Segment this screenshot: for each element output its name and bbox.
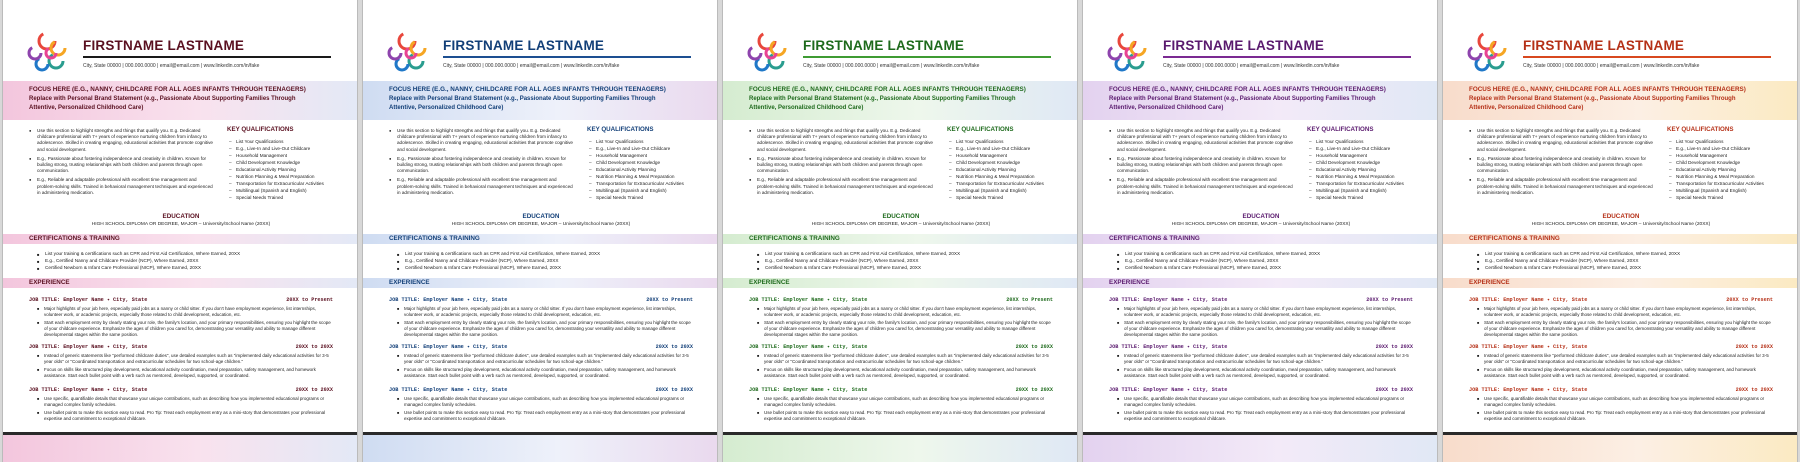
certifications-title: CERTIFICATIONS & TRAINING: [749, 235, 840, 242]
qualification-item: – Educational Activity Planning: [589, 166, 684, 173]
job-header: [1469, 297, 1773, 303]
summary-list: [1469, 128, 1655, 199]
job-bullets: [1109, 353, 1413, 379]
job-header: [749, 344, 1053, 350]
job-title: JOB TITLE: Employer Name ✦ City, State: [1469, 387, 1588, 393]
job-bullet: ■ Use specific, quantifiable details that showcase your unique contributions, such as describing how you implemented educational programs or managed complex family schedules.: [397, 396, 693, 408]
job-bullet: ■ Focus on skills like structured play development, educational activity coordination, meal preparation, safety management, and homework assistance. Start each bullet point with a verb such as mentored, developed, supported, or coordinated.: [1117, 367, 1413, 379]
job-bullets: [29, 353, 333, 379]
resume-name: FIRSTNAME LASTNAME: [803, 38, 965, 53]
job-dates: 20XX to Present: [286, 297, 333, 303]
job-bullets: [29, 306, 333, 338]
qualification-item: – Multilingual (Spanish and English): [589, 187, 684, 194]
qualification-item: – Child Development Knowledge: [589, 159, 684, 166]
key-qualifications-list: [589, 138, 684, 201]
footer-band: [363, 435, 718, 462]
contact-line: City, State 00000 | 000.000.0000 | email@email.com | www.linkedin.com/in/fake: [803, 63, 980, 69]
swirl-logo-icon: [1465, 30, 1509, 74]
certifications-list: [1117, 250, 1320, 271]
swirl-logo-icon: [1105, 30, 1149, 74]
qualification-item: – Special Needs Trained: [1669, 194, 1764, 201]
summary-list: [29, 128, 215, 199]
job-entry: [749, 297, 1053, 340]
job-dates: 20XX to Present: [1006, 297, 1053, 303]
qualification-item: – List Your Qualifications: [1669, 138, 1764, 145]
job-dates: 20XX to 20XX: [1735, 344, 1773, 350]
logo-swirl: [1469, 47, 1481, 59]
qualification-item: – List Your Qualifications: [949, 138, 1044, 145]
logo-swirl: [29, 47, 41, 59]
qualification-item: – Nutrition Planning & Meal Preparation: [1669, 173, 1764, 180]
job-bullet: ■ Use bullet points to make this section easy to read. Pro Tip: Treat each employment entry as a mini-story that demonstrates your professional expertise and commitment to exceptional childcare.: [1477, 410, 1773, 422]
job-entry: [1109, 387, 1413, 424]
job-bullet: ■ Focus on skills like structured play development, educational activity coordination, meal preparation, safety management, and homework assistance. Start each bullet point with a verb such as mentored, developed, supported, or coordinated.: [757, 367, 1053, 379]
job-entry: [389, 297, 693, 340]
job-bullets: [1469, 353, 1773, 379]
job-header: [29, 344, 333, 350]
certifications-list: [1477, 250, 1680, 271]
job-bullets: [389, 306, 693, 338]
education-title: EDUCATION: [1602, 213, 1640, 220]
job-bullet: ■ Start each employment entry by clearly stating your role, the family's location, and your primary responsibilities, ensuring you highlight the scope of your childcare experience. Emphasize the ages of children you cared for, demonstrating your versatility and ability to manage different developmental stages within the same position.: [37, 320, 333, 338]
resume-page: [2, 0, 358, 462]
focus-title: FOCUS HERE (E.G., NANNY, CHILDCARE FOR ALL AGES INFANTS THROUGH TEENAGERS): [1109, 86, 1386, 93]
experience-title: EXPERIENCE: [1469, 279, 1510, 286]
summary-item: ● Use this section to highlight strengths and things that qualify you. E.g. Dedicated childcare professional with 7+ years of experience nurturing children from infancy to adolescence. Skilled in creating engaging, educational activities that promote cognitive and social development.: [1109, 128, 1295, 153]
footer-band: [1443, 435, 1798, 462]
job-title: JOB TITLE: Employer Name ✦ City, State: [1469, 344, 1588, 350]
job-dates: 20XX to 20XX: [1015, 344, 1053, 350]
job-entry: [29, 344, 333, 381]
qualification-item: – Multilingual (Spanish and English): [1669, 187, 1764, 194]
job-bullet: ■ Major highlights of your job here, especially paid jobs as a nanny or child sitter. If you don't have employment experience, list internships, volunteer work, or academic projects, especially those related to child development, education, etc.: [1117, 306, 1413, 318]
job-header: [749, 297, 1053, 303]
certifications-title: CERTIFICATIONS & TRAINING: [389, 235, 480, 242]
job-bullet: ■ Instead of generic statements like "performed childcare duties", use detailed examples such as "implemented daily educational activities for 3-5 year olds" or "Coordinated transportation and extracurricular schedules for two school-age children.": [37, 353, 333, 365]
key-qualifications-title: KEY QUALIFICATIONS: [1307, 126, 1374, 133]
qualification-item: – Household Management: [589, 152, 684, 159]
resume-name: FIRSTNAME LASTNAME: [1523, 38, 1685, 53]
education-title: EDUCATION: [522, 213, 560, 220]
qualification-item: – E.g., Live-In and Live-Out Childcare: [1669, 145, 1764, 152]
job-dates: 20XX to 20XX: [1015, 387, 1053, 393]
job-bullets: [749, 396, 1053, 422]
certification-item: ■ Certified Newborn & Infant Care Professional (NICP), Where Earned, 20XX: [757, 264, 960, 271]
qualification-item: – Household Management: [1309, 152, 1404, 159]
key-qualifications-list: [1669, 138, 1764, 201]
qualification-item: – Special Needs Trained: [589, 194, 684, 201]
qualification-item: – Transportation for Extracurricular Activities: [1309, 180, 1404, 187]
qualification-item: – Household Management: [949, 152, 1044, 159]
job-entry: [389, 344, 693, 381]
summary-item: ● E.g., Passionate about fostering independence and creativity in children. Known for building strong, trusting relationships with both children and parents through open communication.: [1109, 156, 1295, 175]
certification-item: ■ List your training & certifications such as CPR and First Aid Certification, Where Earned, 20XX: [37, 250, 240, 257]
job-title: JOB TITLE: Employer Name ✦ City, State: [29, 387, 148, 393]
logo-swirl: [749, 47, 761, 59]
job-bullet: ■ Instead of generic statements like "performed childcare duties", use detailed examples such as "implemented daily educational activities for 3-5 year olds" or "Coordinated transportation and extracurricular schedules for two school-age children.": [1477, 353, 1773, 365]
footer-band: [1083, 435, 1438, 462]
job-bullet: ■ Focus on skills like structured play development, educational activity coordination, meal preparation, safety management, and homework assistance. Start each bullet point with a verb such as mentored, developed, supported, or coordinated.: [37, 367, 333, 379]
job-header: [389, 297, 693, 303]
contact-line: City, State 00000 | 000.000.0000 | email@email.com | www.linkedin.com/in/fake: [83, 63, 260, 69]
job-bullets: [1469, 306, 1773, 338]
job-dates: 20XX to 20XX: [1735, 387, 1773, 393]
job-bullet: ■ Use bullet points to make this section easy to read. Pro Tip: Treat each employment entry as a mini-story that demonstrates your professional expertise and commitment to exceptional childcare.: [397, 410, 693, 422]
job-dates: 20XX to 20XX: [295, 344, 333, 350]
job-dates: 20XX to Present: [1726, 297, 1773, 303]
qualification-item: – Household Management: [1669, 152, 1764, 159]
job-header: [389, 344, 693, 350]
certification-item: ■ E.g., Certified Nanny and Childcare Provider (NCP), Where Earned, 20XX: [397, 257, 600, 264]
job-bullet: ■ Use bullet points to make this section easy to read. Pro Tip: Treat each employment entry as a mini-story that demonstrates your professional expertise and commitment to exceptional childcare.: [1117, 410, 1413, 422]
qualification-item: – Child Development Knowledge: [1309, 159, 1404, 166]
experience-title: EXPERIENCE: [749, 279, 790, 286]
contact-line: City, State 00000 | 000.000.0000 | email@email.com | www.linkedin.com/in/fake: [1523, 63, 1700, 69]
job-header: [1109, 297, 1413, 303]
job-bullet: ■ Use bullet points to make this section easy to read. Pro Tip: Treat each employment entry as a mini-story that demonstrates your professional expertise and commitment to exceptional childcare.: [757, 410, 1053, 422]
certification-item: ■ E.g., Certified Nanny and Childcare Provider (NCP), Where Earned, 20XX: [1477, 257, 1680, 264]
qualification-item: – E.g., Live-In and Live-Out Childcare: [589, 145, 684, 152]
job-title: JOB TITLE: Employer Name ✦ City, State: [1109, 297, 1228, 303]
certification-item: ■ Certified Newborn & Infant Care Professional (NICP), Where Earned, 20XX: [37, 264, 240, 271]
job-header: [389, 387, 693, 393]
job-header: [1109, 344, 1413, 350]
summary-list: [749, 128, 935, 199]
key-qualifications-title: KEY QUALIFICATIONS: [1667, 126, 1734, 133]
resume-name: FIRSTNAME LASTNAME: [1163, 38, 1325, 53]
summary-item: ● E.g., Reliable and adaptable professional with excellent time management and problem-solving skills. Trained in behavioral management techniques and experienced in administering medication.: [29, 177, 215, 196]
resume-page: [1442, 0, 1798, 462]
qualification-item: – Nutrition Planning & Meal Preparation: [229, 173, 324, 180]
job-entry: [1109, 297, 1413, 340]
summary-item: ● E.g., Reliable and adaptable professional with excellent time management and problem-solving skills. Trained in behavioral management techniques and experienced in administering medication.: [389, 177, 575, 196]
brand-statement: Replace with Personal Brand Statement (e.g., Passionate About Supporting Families Through Attentive, Personalized Childhood Care): [1469, 96, 1736, 111]
education-line: HIGH SCHOOL DIPLOMA OR DEGREE, MAJOR – University/School Name (20XX): [1531, 222, 1711, 227]
job-entry: [749, 344, 1053, 381]
certifications-list: [757, 250, 960, 271]
qualification-item: – Multilingual (Spanish and English): [1309, 187, 1404, 194]
qualification-item: – Child Development Knowledge: [1669, 159, 1764, 166]
qualification-item: – Multilingual (Spanish and English): [229, 187, 324, 194]
qualification-item: – Educational Activity Planning: [229, 166, 324, 173]
certifications-list: [397, 250, 600, 271]
job-bullets: [389, 396, 693, 422]
job-dates: 20XX to 20XX: [295, 387, 333, 393]
certification-item: ■ Certified Newborn & Infant Care Professional (NICP), Where Earned, 20XX: [397, 264, 600, 271]
summary-list: [389, 128, 575, 199]
logo-swirl: [389, 47, 401, 59]
focus-title: FOCUS HERE (E.G., NANNY, CHILDCARE FOR ALL AGES INFANTS THROUGH TEENAGERS): [749, 86, 1026, 93]
job-title: JOB TITLE: Employer Name ✦ City, State: [1109, 387, 1228, 393]
job-title: JOB TITLE: Employer Name ✦ City, State: [29, 297, 148, 303]
job-title: JOB TITLE: Employer Name ✦ City, State: [389, 387, 508, 393]
job-bullet: ■ Start each employment entry by clearly stating your role, the family's location, and your primary responsibilities, ensuring you highlight the scope of your childcare experience. Emphasize the ages of children you cared for, demonstrating your versatility and ability to manage different developmental stages within the same position.: [397, 320, 693, 338]
job-bullet: ■ Instead of generic statements like "performed childcare duties", use detailed examples such as "implemented daily educational activities for 3-5 year olds" or "Coordinated transportation and extracurricular schedules for two school-age children.": [397, 353, 693, 365]
certifications-title: CERTIFICATIONS & TRAINING: [1469, 235, 1560, 242]
job-header: [749, 387, 1053, 393]
experience-title: EXPERIENCE: [1109, 279, 1150, 286]
certifications-title: CERTIFICATIONS & TRAINING: [29, 235, 120, 242]
job-entry: [1469, 387, 1773, 424]
qualification-item: – Nutrition Planning & Meal Preparation: [1309, 173, 1404, 180]
summary-item: ● E.g., Passionate about fostering independence and creativity in children. Known for building strong, trusting relationships with both children and parents through open communication.: [29, 156, 215, 175]
job-bullet: ■ Start each employment entry by clearly stating your role, the family's location, and your primary responsibilities, ensuring you highlight the scope of your childcare experience. Emphasize the ages of children you cared for, demonstrating your versatility and ability to manage different developmental stages within the same position.: [1477, 320, 1773, 338]
job-bullet: ■ Major highlights of your job here, especially paid jobs as a nanny or child sitter. If you don't have employment experience, list internships, volunteer work, or academic projects, especially those related to child development, education, etc.: [37, 306, 333, 318]
name-underline: [1163, 56, 1411, 58]
footer-band: [3, 435, 358, 462]
summary-item: ● E.g., Reliable and adaptable professional with excellent time management and problem-solving skills. Trained in behavioral management techniques and experienced in administering medication.: [1469, 177, 1655, 196]
resume-name: FIRSTNAME LASTNAME: [443, 38, 605, 53]
resume-page: [362, 0, 718, 462]
education-line: HIGH SCHOOL DIPLOMA OR DEGREE, MAJOR – University/School Name (20XX): [451, 222, 631, 227]
qualification-item: – Special Needs Trained: [1309, 194, 1404, 201]
focus-title: FOCUS HERE (E.G., NANNY, CHILDCARE FOR ALL AGES INFANTS THROUGH TEENAGERS): [1469, 86, 1746, 93]
summary-item: ● E.g., Passionate about fostering independence and creativity in children. Known for building strong, trusting relationships with both children and parents through open communication.: [1469, 156, 1655, 175]
name-underline: [443, 56, 691, 58]
education-title: EDUCATION: [162, 213, 200, 220]
name-underline: [1523, 56, 1771, 58]
job-entry: [1109, 344, 1413, 381]
qualification-item: – Transportation for Extracurricular Activities: [949, 180, 1044, 187]
footer-band: [723, 435, 1078, 462]
certification-item: ■ List your training & certifications such as CPR and First Aid Certification, Where Earned, 20XX: [1117, 250, 1320, 257]
name-underline: [803, 56, 1051, 58]
resume-name: FIRSTNAME LASTNAME: [83, 38, 245, 53]
qualification-item: – Nutrition Planning & Meal Preparation: [949, 173, 1044, 180]
job-bullets: [1109, 396, 1413, 422]
job-bullet: ■ Use specific, quantifiable details that showcase your unique contributions, such as describing how you implemented educational programs or managed complex family schedules.: [757, 396, 1053, 408]
qualification-item: – E.g., Live-In and Live-Out Childcare: [949, 145, 1044, 152]
qualification-item: – Household Management: [229, 152, 324, 159]
job-bullets: [749, 353, 1053, 379]
summary-item: ● Use this section to highlight strengths and things that qualify you. E.g. Dedicated childcare professional with 7+ years of experience nurturing children from infancy to adolescence. Skilled in creating engaging, educational activities that promote cognitive and social development.: [749, 128, 935, 153]
qualification-item: – Transportation for Extracurricular Activities: [589, 180, 684, 187]
resume-page: [722, 0, 1078, 462]
job-title: JOB TITLE: Employer Name ✦ City, State: [389, 297, 508, 303]
job-header: [1469, 387, 1773, 393]
key-qualifications-title: KEY QUALIFICATIONS: [947, 126, 1014, 133]
qualification-item: – Transportation for Extracurricular Activities: [229, 180, 324, 187]
job-entry: [1469, 297, 1773, 340]
job-title: JOB TITLE: Employer Name ✦ City, State: [1469, 297, 1588, 303]
certification-item: ■ List your training & certifications such as CPR and First Aid Certification, Where Earned, 20XX: [1477, 250, 1680, 257]
job-bullets: [1469, 396, 1773, 422]
certification-item: ■ E.g., Certified Nanny and Childcare Provider (NCP), Where Earned, 20XX: [1117, 257, 1320, 264]
brand-statement: Replace with Personal Brand Statement (e.g., Passionate About Supporting Families Through Attentive, Personalized Childhood Care): [749, 96, 1016, 111]
focus-title: FOCUS HERE (E.G., NANNY, CHILDCARE FOR ALL AGES INFANTS THROUGH TEENAGERS): [389, 86, 666, 93]
qualification-item: – List Your Qualifications: [589, 138, 684, 145]
education-title: EDUCATION: [1242, 213, 1280, 220]
job-bullet: ■ Major highlights of your job here, especially paid jobs as a nanny or child sitter. If you don't have employment experience, list internships, volunteer work, or academic projects, especially those related to child development, education, etc.: [397, 306, 693, 318]
job-entry: [749, 387, 1053, 424]
job-bullets: [749, 306, 1053, 338]
job-bullets: [1109, 306, 1413, 338]
key-qualifications-list: [1309, 138, 1404, 201]
education-title: EDUCATION: [882, 213, 920, 220]
job-bullet: ■ Major highlights of your job here, especially paid jobs as a nanny or child sitter. If you don't have employment experience, list internships, volunteer work, or academic projects, especially those related to child development, education, etc.: [1477, 306, 1773, 318]
qualification-item: – Child Development Knowledge: [229, 159, 324, 166]
qualification-item: – Special Needs Trained: [949, 194, 1044, 201]
job-title: JOB TITLE: Employer Name ✦ City, State: [29, 344, 148, 350]
summary-item: ● Use this section to highlight strengths and things that qualify you. E.g. Dedicated childcare professional with 7+ years of experience nurturing children from infancy to adolescence. Skilled in creating engaging, educational activities that promote cognitive and social development.: [29, 128, 215, 153]
qualification-item: – Special Needs Trained: [229, 194, 324, 201]
job-bullet: ■ Instead of generic statements like "performed childcare duties", use detailed examples such as "implemented daily educational activities for 3-5 year olds" or "Coordinated transportation and extracurricular schedules for two school-age children.": [757, 353, 1053, 365]
swirl-logo-icon: [745, 30, 789, 74]
job-header: [29, 387, 333, 393]
qualification-item: – List Your Qualifications: [1309, 138, 1404, 145]
summary-list: [1109, 128, 1295, 199]
job-bullet: ■ Major highlights of your job here, especially paid jobs as a nanny or child sitter. If you don't have employment experience, list internships, volunteer work, or academic projects, especially those related to child development, education, etc.: [757, 306, 1053, 318]
job-bullets: [29, 396, 333, 422]
qualification-item: – Transportation for Extracurricular Activities: [1669, 180, 1764, 187]
qualification-item: – Educational Activity Planning: [949, 166, 1044, 173]
focus-title: FOCUS HERE (E.G., NANNY, CHILDCARE FOR ALL AGES INFANTS THROUGH TEENAGERS): [29, 86, 306, 93]
experience-title: EXPERIENCE: [29, 279, 70, 286]
job-dates: 20XX to 20XX: [1375, 344, 1413, 350]
certification-item: ■ E.g., Certified Nanny and Childcare Provider (NCP), Where Earned, 20XX: [37, 257, 240, 264]
qualification-item: – E.g., Live-In and Live-Out Childcare: [1309, 145, 1404, 152]
job-bullet: ■ Start each employment entry by clearly stating your role, the family's location, and your primary responsibilities, ensuring you highlight the scope of your childcare experience. Emphasize the ages of children you cared for, demonstrating your versatility and ability to manage different developmental stages within the same position.: [1117, 320, 1413, 338]
job-bullets: [389, 353, 693, 379]
certification-item: ■ List your training & certifications such as CPR and First Aid Certification, Where Earned, 20XX: [757, 250, 960, 257]
certification-item: ■ Certified Newborn & Infant Care Professional (NICP), Where Earned, 20XX: [1117, 264, 1320, 271]
certifications-title: CERTIFICATIONS & TRAINING: [1109, 235, 1200, 242]
education-line: HIGH SCHOOL DIPLOMA OR DEGREE, MAJOR – University/School Name (20XX): [91, 222, 271, 227]
qualification-item: – Nutrition Planning & Meal Preparation: [589, 173, 684, 180]
job-dates: 20XX to 20XX: [655, 387, 693, 393]
job-bullet: ■ Focus on skills like structured play development, educational activity coordination, meal preparation, safety management, and homework assistance. Start each bullet point with a verb such as mentored, developed, supported, or coordinated.: [1477, 367, 1773, 379]
certification-item: ■ List your training & certifications such as CPR and First Aid Certification, Where Earned, 20XX: [397, 250, 600, 257]
job-title: JOB TITLE: Employer Name ✦ City, State: [749, 387, 868, 393]
education-line: HIGH SCHOOL DIPLOMA OR DEGREE, MAJOR – University/School Name (20XX): [1171, 222, 1351, 227]
key-qualifications-title: KEY QUALIFICATIONS: [587, 126, 654, 133]
experience-title: EXPERIENCE: [389, 279, 430, 286]
brand-statement: Replace with Personal Brand Statement (e.g., Passionate About Supporting Families Through Attentive, Personalized Childhood Care): [389, 96, 656, 111]
education-line: HIGH SCHOOL DIPLOMA OR DEGREE, MAJOR – University/School Name (20XX): [811, 222, 991, 227]
qualification-item: – Educational Activity Planning: [1309, 166, 1404, 173]
summary-item: ● Use this section to highlight strengths and things that qualify you. E.g. Dedicated childcare professional with 7+ years of experience nurturing children from infancy to adolescence. Skilled in creating engaging, educational activities that promote cognitive and social development.: [389, 128, 575, 153]
job-title: JOB TITLE: Employer Name ✦ City, State: [1109, 344, 1228, 350]
summary-item: ● E.g., Passionate about fostering independence and creativity in children. Known for building strong, trusting relationships with both children and parents through open communication.: [389, 156, 575, 175]
certifications-list: [37, 250, 240, 271]
certification-item: ■ E.g., Certified Nanny and Childcare Provider (NCP), Where Earned, 20XX: [757, 257, 960, 264]
swirl-logo-icon: [25, 30, 69, 74]
resume-page: [1082, 0, 1438, 462]
job-title: JOB TITLE: Employer Name ✦ City, State: [749, 297, 868, 303]
qualification-item: – List Your Qualifications: [229, 138, 324, 145]
job-header: [1469, 344, 1773, 350]
job-header: [29, 297, 333, 303]
logo-swirl: [1109, 47, 1121, 59]
summary-item: ● E.g., Passionate about fostering independence and creativity in children. Known for building strong, trusting relationships with both children and parents through open communication.: [749, 156, 935, 175]
contact-line: City, State 00000 | 000.000.0000 | email@email.com | www.linkedin.com/in/fake: [443, 63, 620, 69]
job-bullet: ■ Focus on skills like structured play development, educational activity coordination, meal preparation, safety management, and homework assistance. Start each bullet point with a verb such as mentored, developed, supported, or coordinated.: [397, 367, 693, 379]
job-dates: 20XX to 20XX: [655, 344, 693, 350]
summary-item: ● Use this section to highlight strengths and things that qualify you. E.g. Dedicated childcare professional with 7+ years of experience nurturing children from infancy to adolescence. Skilled in creating engaging, educational activities that promote cognitive and social development.: [1469, 128, 1655, 153]
job-bullet: ■ Use specific, quantifiable details that showcase your unique contributions, such as describing how you implemented educational programs or managed complex family schedules.: [1117, 396, 1413, 408]
job-title: JOB TITLE: Employer Name ✦ City, State: [389, 344, 508, 350]
qualification-item: – Educational Activity Planning: [1669, 166, 1764, 173]
job-dates: 20XX to 20XX: [1375, 387, 1413, 393]
summary-item: ● E.g., Reliable and adaptable professional with excellent time management and problem-solving skills. Trained in behavioral management techniques and experienced in administering medication.: [1109, 177, 1295, 196]
name-underline: [83, 56, 331, 58]
swirl-logo-icon: [385, 30, 429, 74]
summary-item: ● E.g., Reliable and adaptable professional with excellent time management and problem-solving skills. Trained in behavioral management techniques and experienced in administering medication.: [749, 177, 935, 196]
certification-item: ■ Certified Newborn & Infant Care Professional (NICP), Where Earned, 20XX: [1477, 264, 1680, 271]
qualification-item: – Multilingual (Spanish and English): [949, 187, 1044, 194]
job-bullet: ■ Use specific, quantifiable details that showcase your unique contributions, such as describing how you implemented educational programs or managed complex family schedules.: [37, 396, 333, 408]
key-qualifications-title: KEY QUALIFICATIONS: [227, 126, 294, 133]
job-entry: [1469, 344, 1773, 381]
job-dates: 20XX to Present: [646, 297, 693, 303]
brand-statement: Replace with Personal Brand Statement (e.g., Passionate About Supporting Families Through Attentive, Personalized Childhood Care): [1109, 96, 1376, 111]
job-entry: [29, 297, 333, 340]
key-qualifications-list: [949, 138, 1044, 201]
job-dates: 20XX to Present: [1366, 297, 1413, 303]
job-entry: [389, 387, 693, 424]
key-qualifications-list: [229, 138, 324, 201]
job-title: JOB TITLE: Employer Name ✦ City, State: [749, 344, 868, 350]
qualification-item: – Child Development Knowledge: [949, 159, 1044, 166]
job-bullet: ■ Use bullet points to make this section easy to read. Pro Tip: Treat each employment entry as a mini-story that demonstrates your professional expertise and commitment to exceptional childcare.: [37, 410, 333, 422]
job-header: [1109, 387, 1413, 393]
job-entry: [29, 387, 333, 424]
job-bullet: ■ Start each employment entry by clearly stating your role, the family's location, and your primary responsibilities, ensuring you highlight the scope of your childcare experience. Emphasize the ages of children you cared for, demonstrating your versatility and ability to manage different developmental stages within the same position.: [757, 320, 1053, 338]
brand-statement: Replace with Personal Brand Statement (e.g., Passionate About Supporting Families Through Attentive, Personalized Childhood Care): [29, 96, 296, 111]
qualification-item: – E.g., Live-In and Live-Out Childcare: [229, 145, 324, 152]
job-bullet: ■ Use specific, quantifiable details that showcase your unique contributions, such as describing how you implemented educational programs or managed complex family schedules.: [1477, 396, 1773, 408]
job-bullet: ■ Instead of generic statements like "performed childcare duties", use detailed examples such as "implemented daily educational activities for 3-5 year olds" or "Coordinated transportation and extracurricular schedules for two school-age children.": [1117, 353, 1413, 365]
contact-line: City, State 00000 | 000.000.0000 | email@email.com | www.linkedin.com/in/fake: [1163, 63, 1340, 69]
